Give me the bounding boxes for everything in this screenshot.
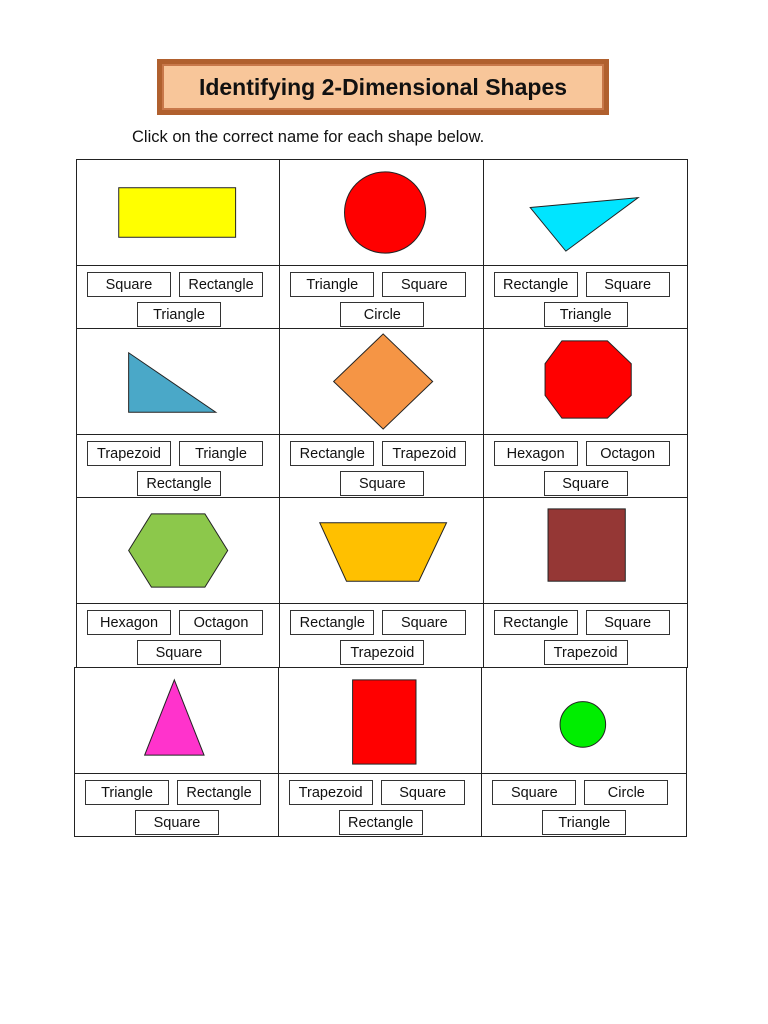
shape-cell-magenta-triangle bbox=[75, 668, 279, 774]
choice-button[interactable]: Square bbox=[381, 780, 465, 805]
worksheet-grid-top bbox=[76, 159, 688, 668]
cyan-triangle-shape bbox=[484, 160, 687, 265]
choice-button[interactable]: Square bbox=[382, 272, 466, 297]
choice-button[interactable]: Trapezoid bbox=[544, 640, 628, 665]
choice-button[interactable]: Trapezoid bbox=[340, 640, 424, 665]
choices-cell-1-2 bbox=[280, 266, 483, 329]
choice-button[interactable]: Octagon bbox=[179, 610, 263, 635]
choice-button[interactable]: Rectangle bbox=[290, 441, 374, 466]
shape-cell-yellow-trapezoid bbox=[280, 498, 483, 604]
shape-cell-green-hexagon bbox=[77, 498, 280, 604]
choice-button[interactable]: Trapezoid bbox=[382, 441, 466, 466]
page-title: Identifying 2-Dimensional Shapes bbox=[162, 64, 604, 110]
choice-button[interactable]: Rectangle bbox=[177, 780, 261, 805]
choice-button[interactable]: Square bbox=[492, 780, 576, 805]
instruction-text: Click on the correct name for each shape below. bbox=[132, 128, 485, 146]
green-small-circle-shape bbox=[482, 668, 686, 773]
choice-button[interactable]: Square bbox=[586, 272, 670, 297]
yellow-trapezoid-shape bbox=[280, 498, 482, 603]
choice-button[interactable]: Square bbox=[87, 272, 171, 297]
choice-button[interactable]: Hexagon bbox=[494, 441, 578, 466]
choices-cell-3-2 bbox=[280, 604, 483, 667]
choice-button[interactable]: Rectangle bbox=[494, 272, 578, 297]
choice-button[interactable]: Rectangle bbox=[179, 272, 263, 297]
shape-cell-red-circle bbox=[280, 160, 483, 266]
shape-cell-yellow-rectangle bbox=[77, 160, 280, 266]
choice-button[interactable]: Square bbox=[135, 810, 219, 835]
choice-button[interactable]: Triangle bbox=[85, 780, 169, 805]
shape-cell-brown-square bbox=[484, 498, 687, 604]
choice-button[interactable]: Rectangle bbox=[339, 810, 423, 835]
yellow-rectangle-shape bbox=[77, 160, 279, 265]
choices-cell-1-3 bbox=[484, 266, 687, 329]
choice-button[interactable]: Circle bbox=[340, 302, 424, 327]
choice-button[interactable]: Square bbox=[586, 610, 670, 635]
choice-button[interactable]: Trapezoid bbox=[289, 780, 373, 805]
choice-button[interactable]: Triangle bbox=[179, 441, 263, 466]
shape-cell-blue-right-triangle bbox=[77, 329, 280, 435]
brown-square-shape bbox=[484, 498, 687, 603]
choice-button[interactable]: Triangle bbox=[290, 272, 374, 297]
choices-cell-2-3 bbox=[484, 435, 687, 498]
green-hexagon-shape bbox=[77, 498, 279, 603]
choice-button[interactable]: Circle bbox=[584, 780, 668, 805]
choices-cell-4-2 bbox=[279, 774, 483, 837]
choice-button[interactable]: Square bbox=[544, 471, 628, 496]
choices-cell-4-3 bbox=[482, 774, 686, 837]
orange-diamond-shape bbox=[280, 329, 482, 434]
choice-button[interactable]: Rectangle bbox=[290, 610, 374, 635]
choice-button[interactable]: Triangle bbox=[544, 302, 628, 327]
worksheet-grid-bottom bbox=[74, 667, 687, 837]
choice-button[interactable]: Triangle bbox=[137, 302, 221, 327]
shape-cell-cyan-triangle bbox=[484, 160, 687, 266]
choice-button[interactable]: Square bbox=[340, 471, 424, 496]
choices-cell-3-1 bbox=[77, 604, 280, 667]
shape-cell-green-small-circle bbox=[482, 668, 686, 774]
shape-cell-red-tall-rectangle bbox=[279, 668, 483, 774]
red-tall-rectangle-shape bbox=[279, 668, 482, 773]
choice-button[interactable]: Triangle bbox=[542, 810, 626, 835]
choice-button[interactable]: Rectangle bbox=[494, 610, 578, 635]
shape-cell-orange-diamond bbox=[280, 329, 483, 435]
choice-button[interactable]: Octagon bbox=[586, 441, 670, 466]
red-octagon-shape bbox=[484, 329, 687, 434]
choice-button[interactable]: Trapezoid bbox=[87, 441, 171, 466]
choices-cell-1-1 bbox=[77, 266, 280, 329]
choice-button[interactable]: Hexagon bbox=[87, 610, 171, 635]
choices-cell-2-1 bbox=[77, 435, 280, 498]
blue-right-triangle-shape bbox=[77, 329, 279, 434]
choices-cell-2-2 bbox=[280, 435, 483, 498]
choice-button[interactable]: Square bbox=[137, 640, 221, 665]
choice-button[interactable]: Square bbox=[382, 610, 466, 635]
magenta-triangle-shape bbox=[75, 668, 278, 773]
choice-button[interactable]: Rectangle bbox=[137, 471, 221, 496]
title-box bbox=[157, 59, 609, 115]
shape-cell-red-octagon bbox=[484, 329, 687, 435]
red-circle-shape bbox=[280, 160, 482, 265]
choices-cell-4-1 bbox=[75, 774, 279, 837]
choices-cell-3-3 bbox=[484, 604, 687, 667]
